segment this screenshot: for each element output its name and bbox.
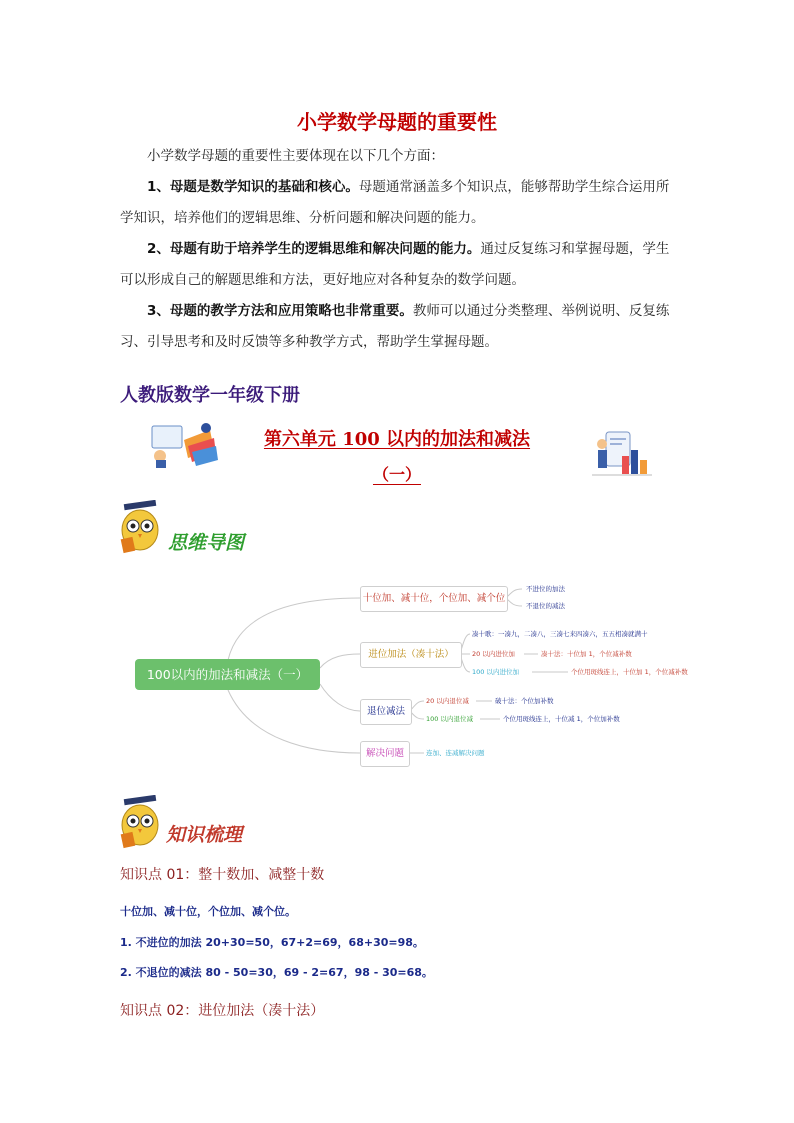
knowledge-point-1-item-2: 2. 不退位的减法 80 - 50=30，69 - 2=67，98 - 30=68。 — [120, 966, 433, 979]
mindmap-root: 100以内的加法和减法（一） — [135, 659, 320, 690]
leaf-carry-20-note: 凑十法：十位加 1，个位减补数 — [541, 650, 632, 658]
knowledge-point-1-item-1: 1. 不进位的加法 20+30=50，67+2=69，68+30=98。 — [120, 936, 424, 949]
point-1-text: 母题通常涵盖多个知识点，能够帮助学生综合运用所学知识，培养他们的逻辑思维、分析问题和解决问题的能力。 — [120, 179, 670, 226]
page-title: 小学数学母题的重要性 — [297, 110, 497, 134]
leaf-borrow-100-note: 个位用斑线连上，十位减 1，个位加补数 — [503, 715, 620, 723]
leaf-borrow-20: 20 以内退位减 — [426, 697, 469, 705]
leaf-carry-100: 100 以内进位加 — [472, 668, 519, 676]
leaf-continuous-ops: 连加、连减解决问题 — [426, 749, 485, 757]
leaf-no-carry-add: 不进位的加法 — [526, 585, 565, 593]
leaf-borrow-100: 100 以内退位减 — [426, 715, 473, 723]
leaf-carry-100-note: 个位用斑线连上，十位加 1，个位减补数 — [571, 668, 688, 676]
leaf-borrow-20-note: 破十法：个位加补数 — [495, 697, 554, 705]
leaf-make-ten-song: 凑十歌：一凑九，二凑八，三凑七来四凑六，五五相凑就满十 — [472, 630, 648, 638]
branch-problem-solving: 解决问题 — [360, 741, 410, 767]
unit-title: 第六单元 100 以内的加法和减法 — [263, 429, 531, 450]
intro-paragraph: 小学数学母题的重要性主要体现在以下几个方面： — [147, 148, 444, 164]
owl-mascot-2-icon — [118, 795, 166, 855]
book-heading: 人教版数学一年级下册 — [120, 385, 300, 406]
point-3-bold: 3、母题的教学方法和应用策略也非常重要。 — [147, 303, 413, 319]
knowledge-point-1-title: 知识点 01：整十数加、减整十数 — [120, 867, 325, 883]
branch-carry-addition: 进位加法（凑十法） — [360, 642, 462, 668]
mindmap-badge: 思维导图 — [168, 532, 245, 554]
knowledge-point-2-title: 知识点 02：进位加法（凑十法） — [120, 1003, 325, 1019]
leaf-no-borrow-sub: 不退位的减法 — [526, 602, 565, 610]
branch-tens-ones: 十位加、减十位，个位加、减个位 — [360, 586, 508, 612]
point-1-bold: 1、母题是数学知识的基础和核心。 — [147, 179, 359, 195]
unit-subtitle: （一） — [372, 465, 421, 484]
point-2-bold: 2、母题有助于培养学生的逻辑思维和解决问题的能力。 — [147, 241, 481, 257]
knowledge-point-1-rule: 十位加、减十位，个位加、减个位。 — [120, 905, 296, 918]
knowledge-badge: 知识梳理 — [166, 824, 243, 846]
branch-borrow-subtraction: 退位减法 — [360, 699, 412, 725]
point-2-text: 通过反复练习和掌握母题，学生可以形成自己的解题思维和方法，更好地应对各种复杂的数学问题。 — [120, 241, 670, 288]
point-3-text: 教师可以通过分类整理、举例说明、反复练习、引导思考和及时反馈等多种教学方式，帮助学生掌握母题。 — [120, 303, 670, 350]
leaf-carry-20: 20 以内进位加 — [472, 650, 515, 658]
